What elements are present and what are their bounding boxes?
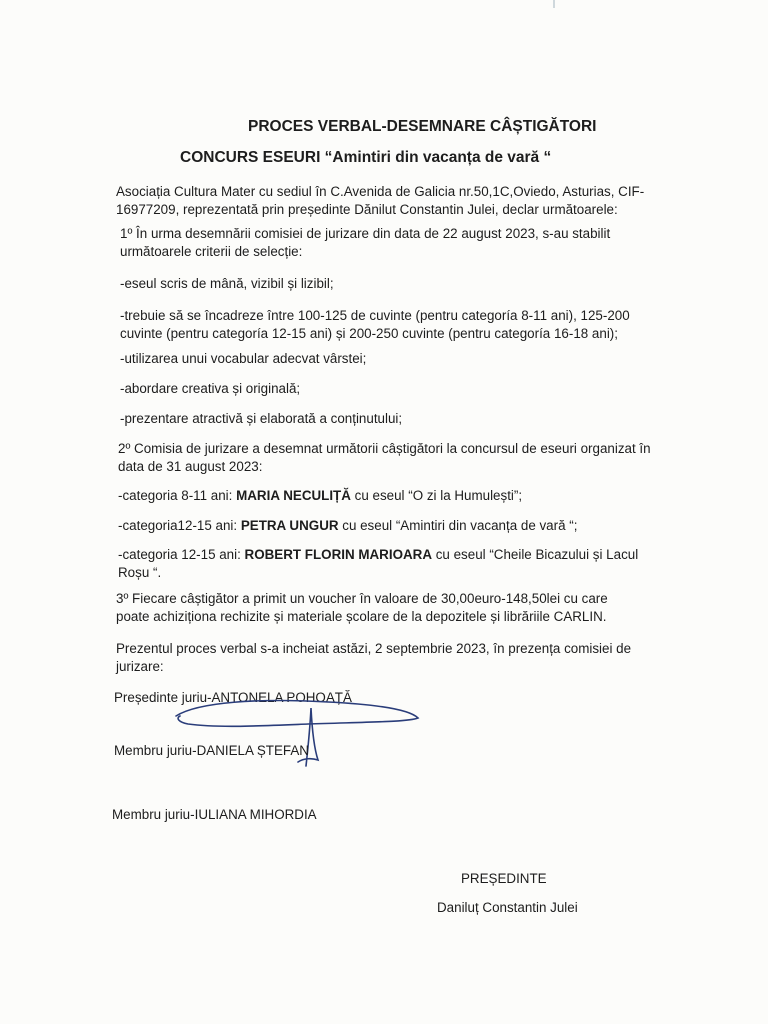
president-name: Daniluț Constantin Julei — [437, 900, 578, 915]
winner-category: -categoria12-15 ani: — [118, 518, 241, 533]
point-2: 2º Comisia de jurizare a desemnat următorii câștigători la concursul de eseuri organizat în data de 31 august 2023: — [118, 441, 651, 474]
winner-row — [118, 487, 522, 505]
winner-row — [118, 546, 658, 582]
document-title: PROCES VERBAL-DESEMNARE CÂȘTIGĂTORI — [248, 118, 597, 135]
criteria-item: -prezentare atractivă și elaborată a conținutului; — [120, 411, 403, 426]
winner-name: ROBERT FLORIN MARIOARA — [244, 547, 433, 562]
scan-mark — [553, 0, 555, 8]
winner-row — [118, 517, 577, 535]
point-1: 1º În urma desemnării comisiei de jurizare din data de 22 august 2023, s-au stabilit următoarele criterii de selecție: — [120, 226, 611, 259]
winner-essay: cu eseul “Cheile Bicazului și Lacul Roșu “. — [118, 547, 639, 580]
winner-essay: cu eseul “Amintiri din vacanța de vară “; — [338, 518, 578, 533]
criteria-item: -trebuie să se încadreze între 100-125 de cuvinte (pentru categoría 8-11 ani), 125-200 cuvinte (pentru categoría 12-15 ani) și 200-250 cuvinte (pentru categoría 16-18 ani); — [120, 308, 630, 341]
closing-paragraph: Prezentul proces verbal s-a incheiat astăzi, 2 septembrie 2023, în prezența comisiei de jurizare: — [116, 641, 632, 674]
president-label: PREȘEDINTE — [461, 871, 547, 886]
winner-essay: cu eseul “O zi la Humulești”; — [350, 488, 523, 503]
jury-member: Membru juriu-IULIANA MIHORDIA — [112, 807, 317, 822]
criteria-item: -eseul scris de mână, vizibil și lizibil; — [120, 276, 334, 291]
point-3: 3º Fiecare câștigător a primit un voucher în valoare de 30,00euro-148,50lei cu care poate achiziționa rechizite și materiale școlare de la depozitele și librăriile CARLIN. — [116, 591, 608, 624]
intro-paragraph: Asociația Cultura Mater cu sediul în C.Avenida de Galicia nr.50,1C,Oviedo, Asturias, CIF-16977209, reprezentată prin președinte Dănilut Constantin Julei, declar următoarele: — [116, 184, 645, 217]
document-subtitle: CONCURS ESEURI “Amintiri din vacanța de vară “ — [180, 149, 552, 166]
winner-category: -categoria 8-11 ani: — [118, 488, 237, 503]
winner-name: MARIA NECULIȚĂ — [236, 488, 351, 503]
jury-president: Președinte juriu-ANTONELA POHOAȚĂ — [114, 690, 352, 705]
winner-category: -categoria 12-15 ani: — [118, 547, 245, 562]
signature — [168, 688, 428, 778]
winner-name: PETRA UNGUR — [240, 518, 339, 533]
jury-member: Membru juriu-DANIELA ȘTEFAN — [114, 743, 309, 758]
criteria-item: -abordare creativa și originală; — [120, 381, 301, 396]
criteria-item: -utilizarea unui vocabular adecvat vârstei; — [120, 351, 367, 366]
